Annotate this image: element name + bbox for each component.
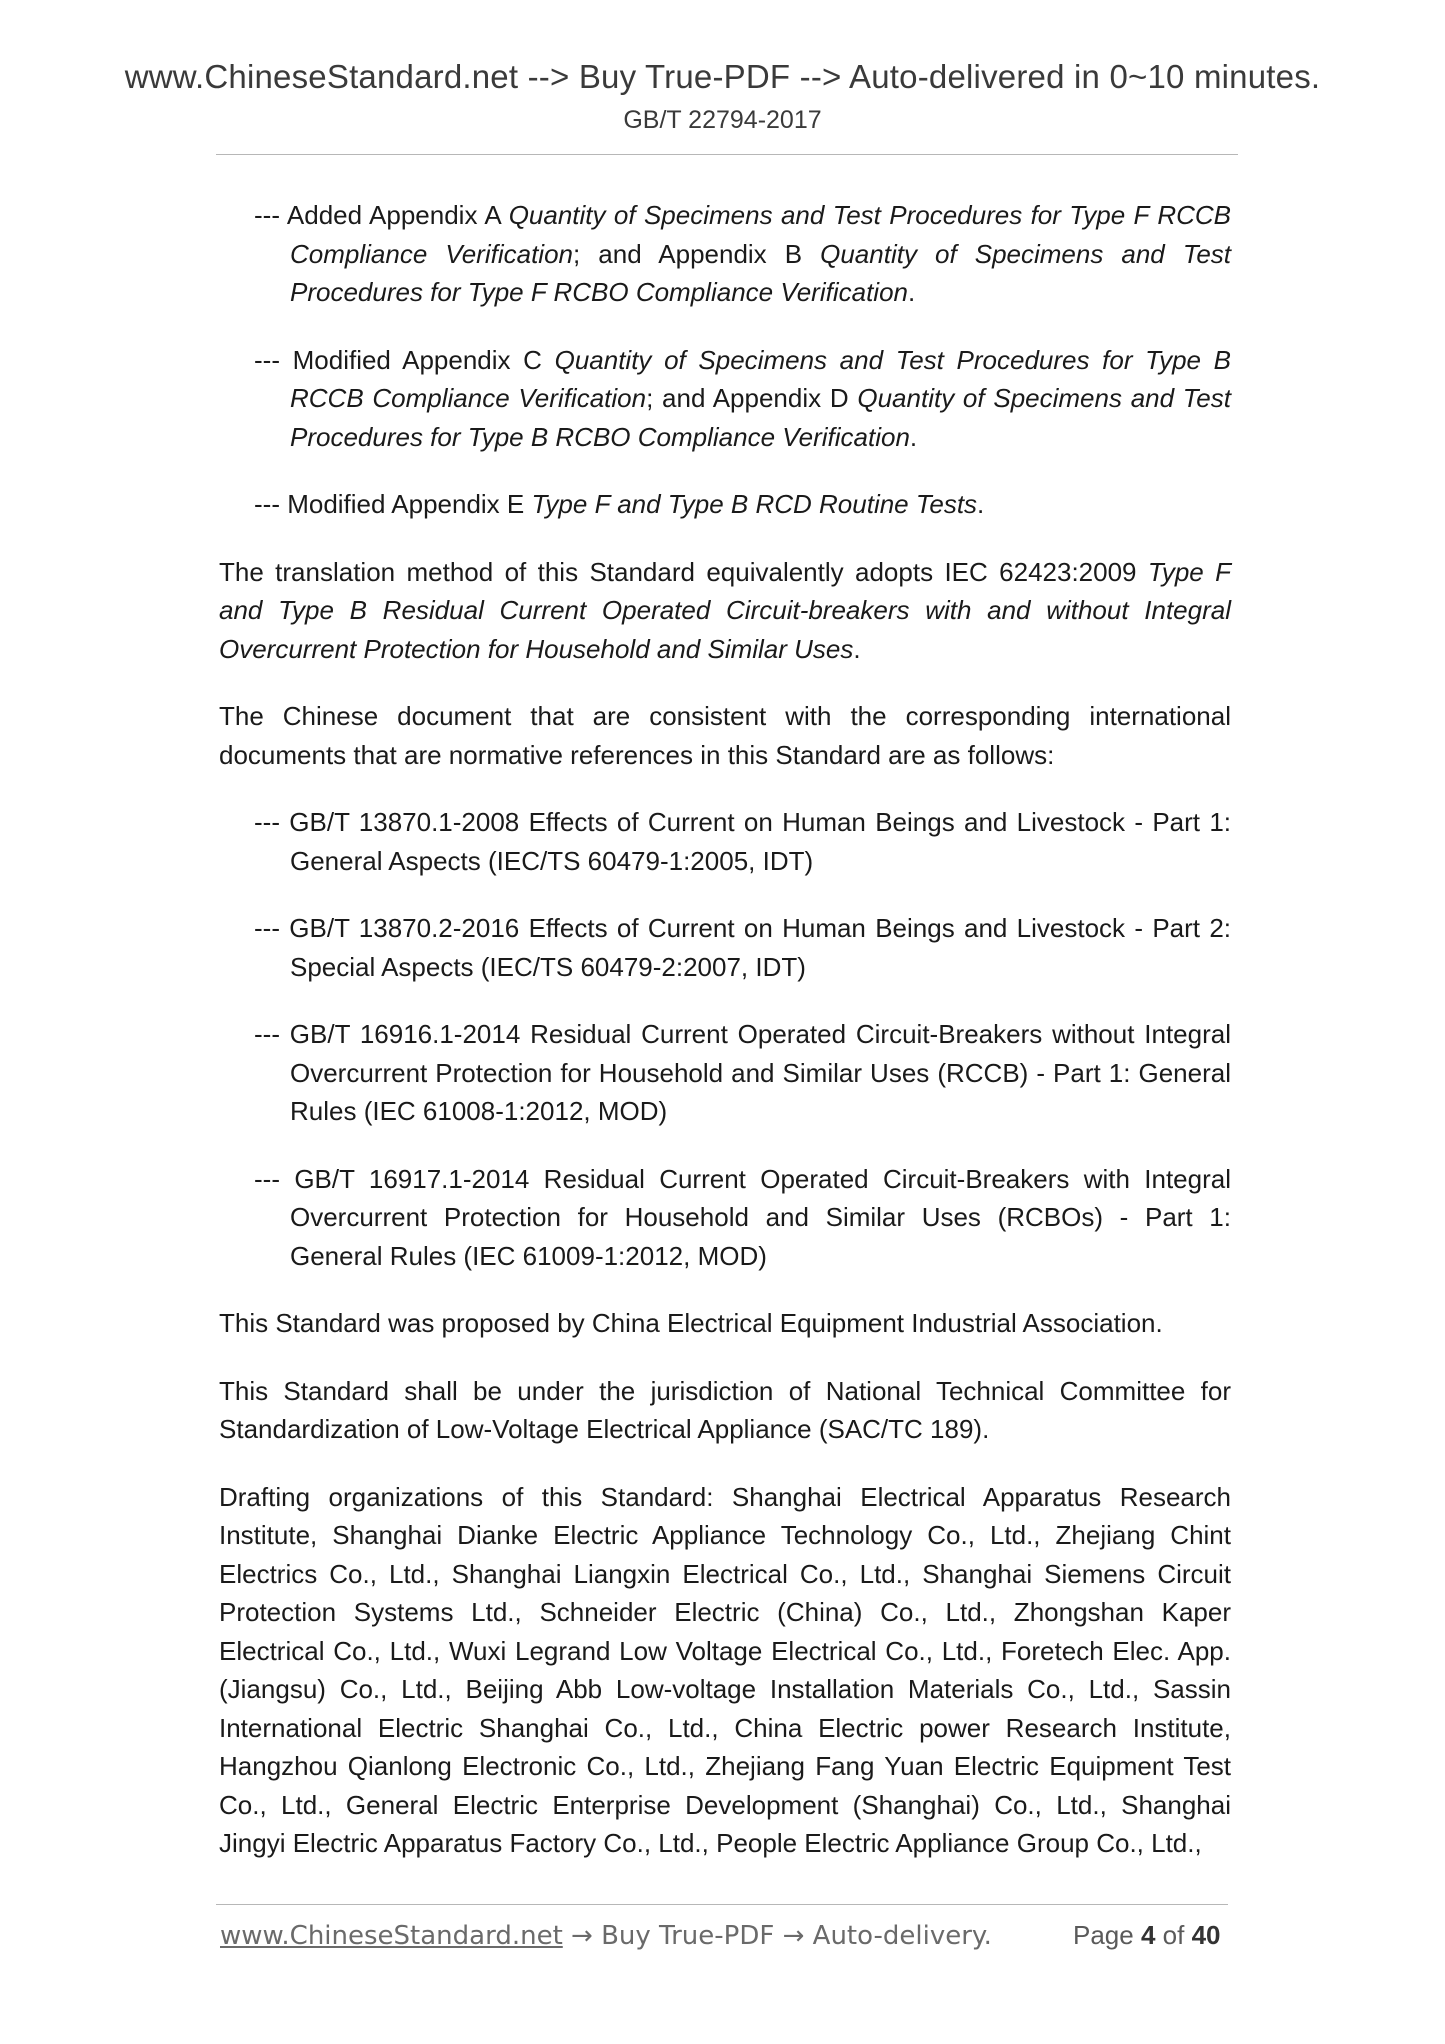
footer-divider (216, 1904, 1228, 1905)
page-indicator: Page 4 of 40 (1073, 1920, 1221, 1950)
footer-site-link[interactable]: www.ChineseStandard.net (220, 1921, 563, 1951)
reference-item: --- GB/T 16917.1-2014 Residual Current Operated Circuit-Breakers with Integral Overcurrent Protection for Household and Similar Uses (RCBOs) - Part 1: General Rules (IEC 61009-1:2012, MOD) (254, 1163, 1231, 1271)
reference-item: --- GB/T 16916.1-2014 Residual Current Operated Circuit-Breakers without Integral Overcurrent Protection for Household and Similar Uses (RCCB) - Part 1: General Rules (IEC 61008-1:2012, MOD) (254, 1019, 1231, 1126)
arrow-right-icon: → (782, 1921, 805, 1951)
page-total: 40 (1191, 1920, 1221, 1950)
document-body (219, 196, 1231, 1892)
translation-paragraph: The translation method of this Standard equivalently adopts IEC 62423:2009 Type F and Type B Residual Current Operated Circuit-breakers with and without Integral Overcurrent Protection for Household and Similar Uses. (219, 556, 1231, 664)
drafting-paragraph: Drafting organizations of this Standard: Shanghai Electrical Apparatus Research Institute, Shanghai Dianke Electric Appliance Technology Co., Ltd., Zhejiang Chint Electrics Co., Ltd., Shanghai Liangxin Electrical Co., Ltd., Shanghai Siemens Circuit Protection Systems Ltd., Schneider Electric (China) Co., Ltd., Zhongshan Kaper Electrical Co., Ltd., Wuxi Legrand Low Voltage Electrical Co., Ltd., Foretech Elec. App. (Jiangsu) Co., Ltd., Beijing Abb Low-voltage Installation Materials Co., Ltd., Sassin International Electric Shanghai Co., Ltd., China Electric power Research Institute, Hangzhou Qianlong Electronic Co., Ltd., Zhejiang Fang Yuan Electric Equipment Test Co., Ltd., General Electric Enterprise Development (Shanghai) Co., Ltd., Shanghai Jingyi Electric Apparatus Factory Co., Ltd., People Electric Appliance Group Co., Ltd., (219, 1481, 1231, 1858)
footer-links (220, 1921, 992, 1951)
standard-code: GB/T 22794-2017 (623, 106, 822, 134)
reference-item: --- GB/T 13870.1-2008 Effects of Current on Human Beings and Livestock - Part 1: General Aspects (IEC/TS 60479-1:2005, IDT) (254, 807, 1231, 876)
list-item-appendix-ab: --- Added Appendix A Quantity of Specimens and Test Procedures for Type F RCCB Compliance Verification; and Appendix B Quantity of Specimens and Test Procedures for Type F RCBO Compliance Verification. (254, 200, 1232, 307)
header-divider (216, 154, 1238, 155)
footer-delivery-text: Auto-delivery. (804, 1921, 992, 1951)
footer-buy-text: Buy True-PDF (592, 1921, 783, 1951)
page-number: 4 (1140, 1920, 1156, 1950)
reference-item: --- GB/T 13870.2-2016 Effects of Current on Human Beings and Livestock - Part 2: Special Aspects (IEC/TS 60479-2:2007, IDT) (254, 913, 1231, 982)
proposed-paragraph: This Standard was proposed by China Electrical Equipment Industrial Association. (219, 1308, 1163, 1338)
list-item-appendix-cd: --- Modified Appendix C Quantity of Specimens and Test Procedures for Type B RCCB Compliance Verification; and Appendix D Quantity of Specimens and Test Procedures for Type B RCBO Compliance Verification. (254, 344, 1231, 452)
header-banner: www.ChineseStandard.net --> Buy True-PDF --> Auto-delivered in 0~10 minutes. (124, 58, 1321, 95)
jurisdiction-paragraph: This Standard shall be under the jurisdiction of National Technical Committee for Standardization of Low-Voltage Electrical Appliance (SAC/TC 189). (219, 1375, 1231, 1444)
list-item-appendix-e: --- Modified Appendix E Type F and Type B RCD Routine Tests. (254, 489, 985, 519)
consistent-intro-paragraph: The Chinese document that are consistent with the corresponding international documents that are normative references in this Standard are as follows: (219, 701, 1231, 770)
arrow-right-icon: → (571, 1921, 593, 1951)
